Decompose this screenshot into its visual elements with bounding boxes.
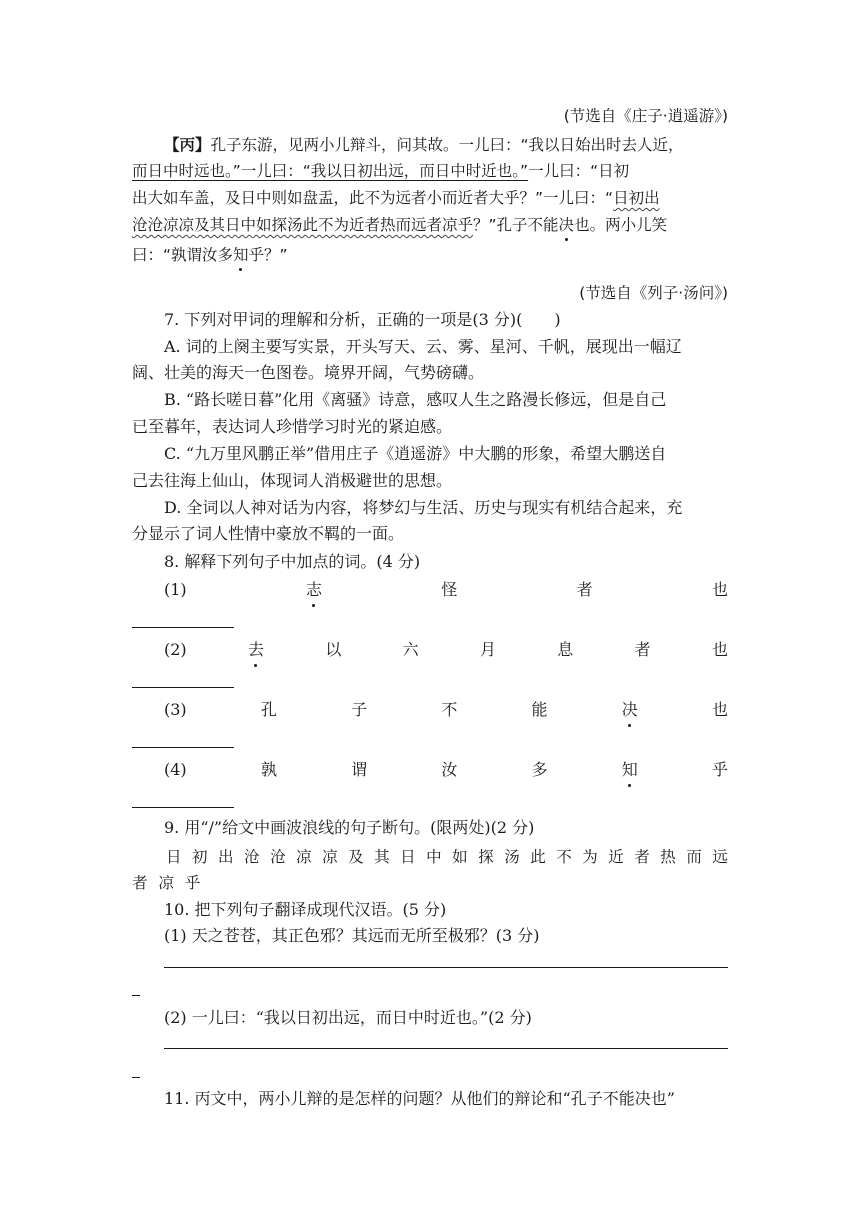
q9-sentence[interactable]: [166, 847, 728, 867]
q8-char: 多: [531, 760, 548, 779]
q8-item-number: (4): [164, 760, 187, 779]
q9-char: 不: [556, 848, 572, 866]
source-zhuangzi: (节选自《庄子·逍遥游》): [563, 107, 728, 125]
passage-text: 出大如车盖，及日中则如盘盂，此不为远者小而近者大乎？”一儿曰：“: [132, 189, 614, 207]
q7-option-a-cont: 阔、壮美的海天一色图卷。境界开阔，气势磅礴。: [132, 363, 485, 382]
q10-sentence-2: (2) 一儿曰：“我以日初出远，而日中时近也。”(2 分): [164, 1008, 532, 1027]
q9-char: 中: [426, 848, 442, 866]
q8-char: 孔: [260, 700, 277, 719]
q9-char: 汤: [504, 848, 520, 866]
q9-char: 凉: [296, 848, 312, 866]
q9-char: 探: [478, 848, 494, 866]
answer-line-2[interactable]: [164, 1048, 728, 1049]
q9-char: 其: [374, 848, 390, 866]
q8-item-number: (2): [164, 640, 187, 659]
q8-char: 者: [634, 640, 651, 659]
q8-char: 以: [325, 640, 342, 659]
dotted-char: 决: [558, 216, 575, 234]
passage-text: ？”孔子不能: [473, 216, 559, 234]
passage-text: 一儿曰：“日初: [528, 162, 630, 180]
q8-char: 不: [441, 700, 458, 719]
dotted-char: 知: [621, 760, 638, 779]
q9-char: 沧: [270, 848, 286, 866]
q7-option-c: C. “九万里风鹏正举”借用庄子《逍遥游》中大鹏的形象，希望大鹏送自: [164, 444, 667, 463]
q8-char: 者: [576, 580, 593, 599]
q10-sentence-1: (1) 天之苍苍，其正色邪？其远而无所至极邪？(3 分): [164, 926, 540, 945]
q9-char: 日: [400, 848, 416, 866]
q8-char: 息: [557, 640, 574, 659]
q8-stem: 8. 解释下列句子中加点的词。(4 分): [164, 552, 421, 571]
q7-option-b-cont: 已至暮年，表达词人珍惜学习时光的紧迫感。: [132, 417, 453, 436]
q9-char: 日: [166, 848, 182, 866]
q8-item-number: (1): [164, 580, 187, 599]
q8-char: 乎: [711, 760, 728, 779]
q9-char: 为: [582, 848, 598, 866]
q8-char: 也: [711, 580, 728, 599]
dotted-char: 去: [247, 640, 264, 659]
answer-blank-3[interactable]: [132, 747, 234, 748]
q10-stem: 10. 把下列句子翻译成现代汉语。(5 分): [164, 900, 447, 919]
passage-text: 也。两小儿笑: [574, 216, 668, 234]
q9-char: 初: [192, 848, 208, 866]
q9-char: 而: [686, 848, 702, 866]
answer-blank-2[interactable]: [132, 687, 234, 688]
underlined-sentence: 而日中时远也。”一儿曰：“我以日初出远，而日中时近也。”: [132, 162, 529, 180]
q9-char: 及: [348, 848, 364, 866]
q7-option-d: D. 全词以人神对话为内容，将梦幻与生活、历史与现实有机结合起来，充: [164, 498, 683, 517]
q9-stem: 9. 用“/”给文中画波浪线的句子断句。(限两处)(2 分): [164, 818, 535, 837]
q9-char: 远: [712, 848, 728, 866]
q7-option-c-cont: 己去往海上仙山，体现词人消极避世的思想。: [132, 471, 453, 490]
passage-bing-line3: [132, 188, 728, 208]
wavy-sentence: 沧沧凉凉及其日中如探汤此不为近者热而远者凉乎: [132, 216, 474, 234]
q9-char: 出: [218, 848, 234, 866]
answer-line-1-tail: [132, 995, 140, 996]
q8-char: 汝: [441, 760, 458, 779]
q9-char: 此: [530, 848, 546, 866]
q9-sentence-cont[interactable]: 者 凉 乎: [132, 874, 201, 892]
q7-option-d-cont: 分显示了词人性情中豪放不羁的一面。: [132, 524, 405, 543]
passage-bing-line2: [132, 161, 728, 181]
passage-bing-line1: [164, 135, 728, 155]
q8-char: 也: [711, 700, 728, 719]
q8-item-4: [164, 760, 728, 780]
q8-item-3: [164, 700, 728, 720]
dotted-char: 知: [233, 246, 249, 264]
q8-item-2: [164, 640, 728, 660]
answer-blank-1[interactable]: [132, 627, 234, 628]
q8-char: 六: [402, 640, 419, 659]
q8-char: 能: [531, 700, 548, 719]
q7-option-a: A. 词的上阕主要写实景，开头写天、云、雾、星河、千帆，展现出一幅辽: [164, 337, 682, 356]
q8-char: 孰: [260, 760, 277, 779]
passage-text: 乎？”: [248, 246, 288, 264]
q8-item-number: (3): [164, 700, 187, 719]
q11-stem: 11. 丙文中，两小儿辩的是怎样的问题？从他们的辩论和“孔子不能决也”: [164, 1089, 675, 1108]
q8-char: 谓: [351, 760, 368, 779]
q8-char: 怪: [441, 580, 458, 599]
q7-option-b: B. “路长嗟日暮”化用《离骚》诗意，感叹人生之路漫长修远，但是自己: [164, 390, 667, 409]
q8-char: 也: [711, 640, 728, 659]
q9-char: 凉: [322, 848, 338, 866]
answer-line-1[interactable]: [164, 967, 728, 968]
dotted-char: 决: [621, 700, 638, 719]
q8-char: 月: [479, 640, 496, 659]
q9-char: 沧: [244, 848, 260, 866]
passage-text: 孔子东游，见两小儿辩斗，问其故。一儿曰：“我以日始出时去人近，: [210, 136, 684, 154]
passage-bing-line5: [132, 245, 728, 265]
q8-item-1: [164, 580, 728, 600]
q9-char: 近: [608, 848, 624, 866]
q9-char: 热: [660, 848, 676, 866]
passage-label: 【丙】: [164, 136, 211, 154]
source-liezi: (节选自《列子·汤问》): [579, 284, 728, 302]
answer-line-2-tail: [132, 1077, 140, 1078]
q9-char: 者: [634, 848, 650, 866]
wavy-sentence: 日初出: [613, 189, 660, 207]
q7-stem: 7. 下列对甲词的理解和分析，正确的一项是(3 分)( ): [164, 310, 561, 329]
passage-bing-line4: [132, 215, 728, 235]
q8-char: 子: [351, 700, 368, 719]
q9-char: 如: [452, 848, 468, 866]
dotted-char: 志: [305, 580, 322, 599]
passage-text: 曰：“孰谓汝多: [132, 246, 234, 264]
answer-blank-4[interactable]: [132, 807, 234, 808]
